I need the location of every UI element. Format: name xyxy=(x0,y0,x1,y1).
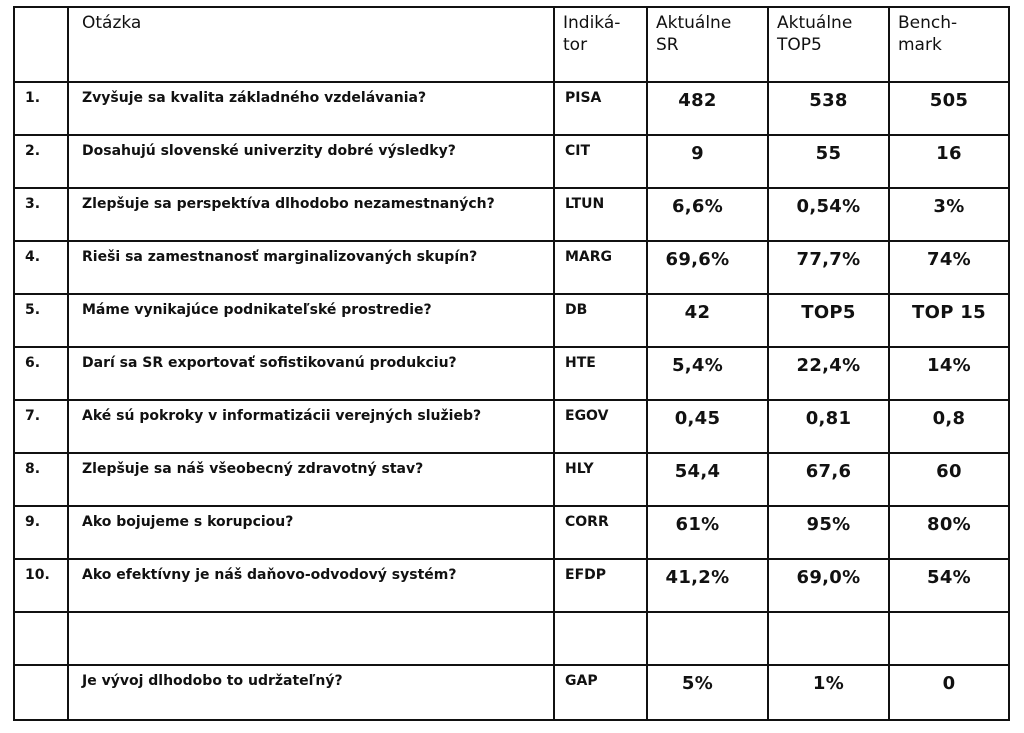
empty-cell xyxy=(14,612,68,665)
table-header-row xyxy=(14,7,1009,82)
row-current-sr: 6,6% xyxy=(647,188,768,241)
table-row xyxy=(14,400,1009,453)
row-question: Ako efektívny je náš daňovo-odvodový systém? xyxy=(68,559,554,612)
row-indicator: GAP xyxy=(554,665,647,720)
table-row xyxy=(14,294,1009,347)
header-indicator: Indiká-tor xyxy=(554,7,647,82)
empty-cell xyxy=(647,612,768,665)
table-row xyxy=(14,453,1009,506)
row-current-top5: 22,4% xyxy=(768,347,889,400)
row-current-sr: 42 xyxy=(647,294,768,347)
header-question: Otázka xyxy=(68,7,554,82)
row-question: Aké sú pokroky v informatizácii verejných služieb? xyxy=(68,400,554,453)
row-benchmark: 14% xyxy=(889,347,1009,400)
row-current-sr: 482 xyxy=(647,82,768,135)
row-question: Darí sa SR exportovať sofistikovanú produkciu? xyxy=(68,347,554,400)
empty-cell xyxy=(554,612,647,665)
indicator-table xyxy=(13,6,1010,721)
row-current-top5: 95% xyxy=(768,506,889,559)
row-benchmark: 3% xyxy=(889,188,1009,241)
row-question: Je vývoj dlhodobo to udržateľný? xyxy=(68,665,554,720)
row-current-top5: 69,0% xyxy=(768,559,889,612)
table-row xyxy=(14,188,1009,241)
row-indicator: DB xyxy=(554,294,647,347)
row-indicator: MARG xyxy=(554,241,647,294)
row-question: Zlepšuje sa perspektíva dlhodobo nezamestnaných? xyxy=(68,188,554,241)
table-row xyxy=(14,506,1009,559)
row-current-top5: TOP5 xyxy=(768,294,889,347)
row-question: Rieši sa zamestnanosť marginalizovaných skupín? xyxy=(68,241,554,294)
row-indicator: LTUN xyxy=(554,188,647,241)
row-indicator: HLY xyxy=(554,453,647,506)
row-number: 6. xyxy=(14,347,68,400)
row-current-top5: 0,81 xyxy=(768,400,889,453)
row-current-sr: 41,2% xyxy=(647,559,768,612)
row-question: Zvyšuje sa kvalita základného vzdelávania? xyxy=(68,82,554,135)
row-number xyxy=(14,665,68,720)
row-benchmark: 60 xyxy=(889,453,1009,506)
row-question: Ako bojujeme s korupciou? xyxy=(68,506,554,559)
row-current-top5: 77,7% xyxy=(768,241,889,294)
table-row xyxy=(14,135,1009,188)
header-current-sr: Aktuálne SR xyxy=(647,7,768,82)
row-benchmark: 0 xyxy=(889,665,1009,720)
row-number: 3. xyxy=(14,188,68,241)
row-indicator: EGOV xyxy=(554,400,647,453)
empty-cell xyxy=(68,612,554,665)
table-row xyxy=(14,82,1009,135)
row-question: Zlepšuje sa náš všeobecný zdravotný stav? xyxy=(68,453,554,506)
row-current-sr: 5% xyxy=(647,665,768,720)
row-indicator: CORR xyxy=(554,506,647,559)
row-question: Dosahujú slovenské univerzity dobré výsledky? xyxy=(68,135,554,188)
row-number: 2. xyxy=(14,135,68,188)
row-current-top5: 55 xyxy=(768,135,889,188)
row-indicator: EFDP xyxy=(554,559,647,612)
table-row xyxy=(14,347,1009,400)
row-current-top5: 538 xyxy=(768,82,889,135)
row-current-sr: 69,6% xyxy=(647,241,768,294)
row-number: 4. xyxy=(14,241,68,294)
row-benchmark: 505 xyxy=(889,82,1009,135)
row-number: 9. xyxy=(14,506,68,559)
row-benchmark: 16 xyxy=(889,135,1009,188)
row-number: 5. xyxy=(14,294,68,347)
empty-cell xyxy=(889,612,1009,665)
row-number: 7. xyxy=(14,400,68,453)
table-row xyxy=(14,241,1009,294)
indicator-table-wrapper xyxy=(13,6,1010,721)
row-current-sr: 9 xyxy=(647,135,768,188)
row-current-top5: 1% xyxy=(768,665,889,720)
row-benchmark: 0,8 xyxy=(889,400,1009,453)
row-number: 8. xyxy=(14,453,68,506)
row-benchmark: TOP 15 xyxy=(889,294,1009,347)
header-number xyxy=(14,7,68,82)
row-indicator: CIT xyxy=(554,135,647,188)
row-indicator: PISA xyxy=(554,82,647,135)
empty-separator-row xyxy=(14,612,1009,665)
table-row xyxy=(14,559,1009,612)
row-benchmark: 74% xyxy=(889,241,1009,294)
row-benchmark: 80% xyxy=(889,506,1009,559)
row-current-sr: 54,4 xyxy=(647,453,768,506)
row-indicator: HTE xyxy=(554,347,647,400)
empty-cell xyxy=(768,612,889,665)
sustainability-row xyxy=(14,665,1009,720)
row-current-sr: 5,4% xyxy=(647,347,768,400)
row-current-sr: 61% xyxy=(647,506,768,559)
row-current-top5: 0,54% xyxy=(768,188,889,241)
row-benchmark: 54% xyxy=(889,559,1009,612)
row-number: 10. xyxy=(14,559,68,612)
header-current-top5: Aktuálne TOP5 xyxy=(768,7,889,82)
row-current-sr: 0,45 xyxy=(647,400,768,453)
row-current-top5: 67,6 xyxy=(768,453,889,506)
row-question: Máme vynikajúce podnikateľské prostredie? xyxy=(68,294,554,347)
header-benchmark: Bench-mark xyxy=(889,7,1009,82)
row-number: 1. xyxy=(14,82,68,135)
